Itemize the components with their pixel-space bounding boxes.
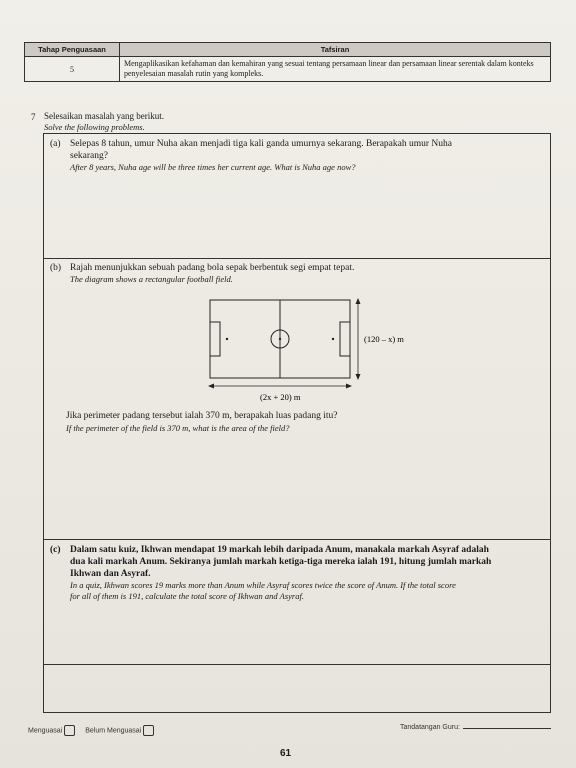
width-arrow-bottom	[356, 374, 361, 380]
signature-line[interactable]	[463, 728, 551, 729]
mastery-checkboxes	[28, 725, 162, 736]
mastery-level-value: 5	[25, 57, 120, 82]
interpretation-header: Tafsiran	[120, 43, 551, 57]
part-c-text-en-1: In a quiz, Ikhwan scores 19 marks more than Anum while Asyraf scores twice the score of Anum. If the total score	[70, 580, 456, 590]
part-b-text-en: The diagram shows a rectangular football field.	[70, 274, 233, 284]
part-a-text-ms-1: Selepas 8 tahun, umur Nuha akan menjadi tiga kali ganda umurnya sekarang. Berapakah umur Nuha	[70, 139, 452, 149]
part-a-label: (a)	[50, 139, 61, 149]
length-arrow-right	[346, 384, 352, 389]
not-mastered-label: Belum Menguasai	[85, 727, 142, 735]
question-number: 7	[31, 112, 36, 122]
part-a-text-en: After 8 years, Nuha age will be three times her current age. What is Nuha age now?	[70, 162, 356, 172]
part-b-text-ms: Rajah menunjukkan sebuah padang bola sepak berbentuk segi empat tepat.	[70, 263, 355, 273]
football-field-diagram	[200, 290, 460, 526]
question-title-en: Solve the following problems.	[44, 122, 145, 132]
part-b-followup-ms: Jika perimeter padang tersebut ialah 370 m, berapakah luas padang itu?	[66, 411, 338, 421]
part-c-label: (c)	[50, 545, 61, 555]
part-b-followup-en: If the perimeter of the field is 370 m, what is the area of the field?	[66, 423, 290, 433]
part-a-text-ms-2: sekarang?	[70, 151, 108, 161]
part-c-text-en-2: for all of them is 191, calculate the total score of Ikhwan and Asyraf.	[70, 591, 304, 601]
page-number: 61	[280, 748, 292, 759]
mastery-description: Mengaplikasikan kefahaman dan kemahiran yang sesuai tentang persamaan linear dan persamaan linear serentak dalam konteks penyelesaian masalah rutin yang kompleks.	[120, 57, 551, 82]
part-b-followup	[66, 410, 337, 434]
width-label: (120 – x) m	[364, 334, 404, 344]
mastery-level-header: Tahap Penguasaan	[25, 43, 120, 57]
left-goal-area	[210, 322, 220, 356]
mastered-label: Menguasai	[28, 727, 63, 735]
length-label: (2x + 20) m	[260, 392, 301, 402]
mastered-checkbox[interactable]	[64, 725, 75, 736]
part-b-label: (b)	[50, 263, 62, 273]
teacher-signature	[400, 724, 551, 731]
length-arrow-left	[208, 384, 214, 389]
part-a-box[interactable]	[44, 134, 550, 259]
question-title	[44, 111, 164, 133]
part-c-text-ms-1: Dalam satu kuiz, Ikhwan mendapat 19 markah lebih daripada Anum, manakala markah Asyraf adalah	[70, 545, 489, 555]
not-mastered-checkbox[interactable]	[143, 725, 154, 736]
part-c-box[interactable]	[44, 539, 550, 713]
part-c-text-ms-2: dua kali markah Anum. Sekiranya jumlah markah ketiga-tiga mereka ialah 191, hitung jumlah markah	[70, 557, 492, 567]
right-penalty-spot	[332, 338, 334, 340]
width-arrow-top	[356, 298, 361, 304]
right-goal-area	[340, 322, 350, 356]
part-c-text-ms-3: Ikhwan dan Asyraf.	[70, 569, 151, 579]
mastery-table	[24, 42, 551, 82]
center-spot	[279, 338, 281, 340]
question-title-ms: Selesaikan masalah yang berikut.	[44, 111, 164, 121]
signature-label: Tandatangan Guru:	[400, 724, 460, 731]
left-penalty-spot	[226, 338, 228, 340]
